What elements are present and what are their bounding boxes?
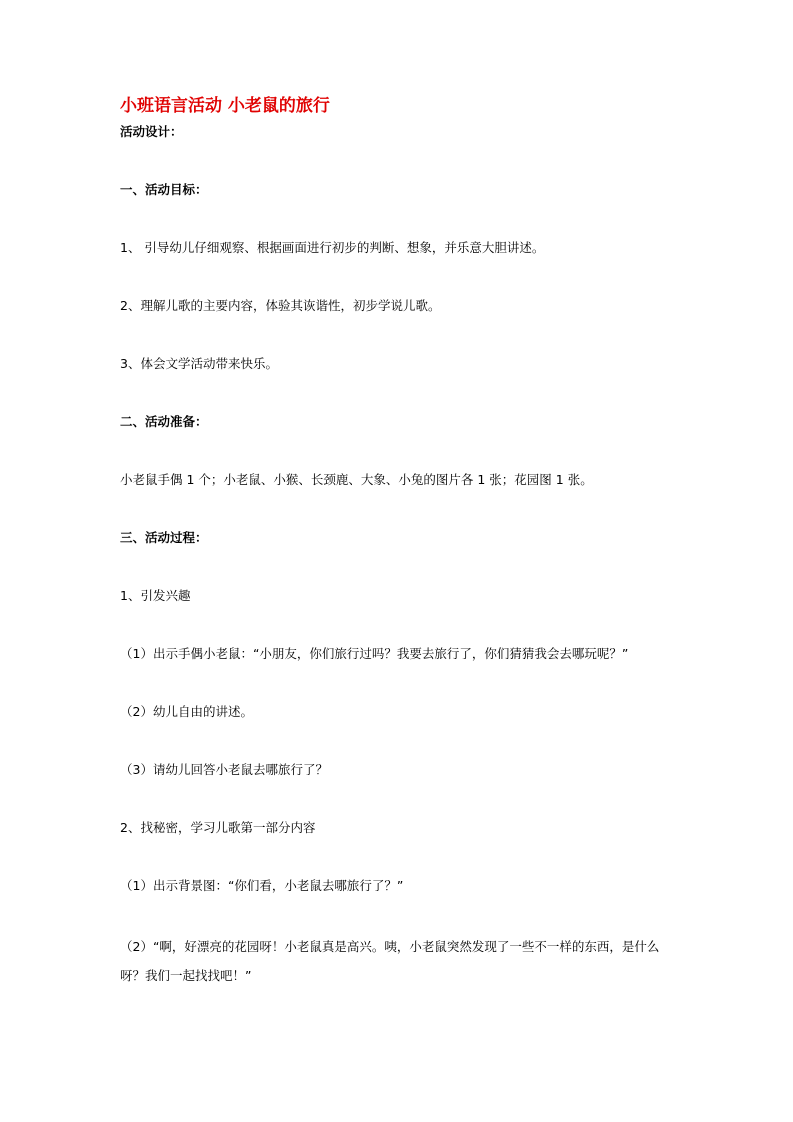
materials-text: 小老鼠手偶 1 个；小老鼠、小猴、长颈鹿、大象、小兔的图片各 1 张；花园图 1 张。 bbox=[120, 472, 593, 487]
step1-item-2: （2）幼儿自由的讲述。 bbox=[120, 704, 253, 719]
step1-heading: 1、引发兴趣 bbox=[120, 588, 191, 603]
design-label: 活动设计： bbox=[120, 124, 183, 139]
step1-item-1: （1）出示手偶小老鼠：“小朋友，你们旅行过吗？我要去旅行了，你们猜猜我会去哪玩呢？” bbox=[120, 646, 629, 661]
goal-item-3: 3、体会文学活动带来快乐。 bbox=[120, 356, 278, 371]
step2-item-2: （2）“啊，好漂亮的花园呀！小老鼠真是高兴。咦，小老鼠突然发现了一些不一样的东西，是什么呀？我们一起找找吧！” bbox=[120, 939, 660, 983]
step1-item-3: （3）请幼儿回答小老鼠去哪旅行了？ bbox=[120, 762, 328, 777]
section-process-heading: 三、活动过程： bbox=[120, 530, 208, 545]
step2-item-1: （1）出示背景图：“你们看，小老鼠去哪旅行了？” bbox=[120, 878, 404, 893]
goal-item-2: 2、理解儿歌的主要内容，体验其诙谐性，初步学说儿歌。 bbox=[120, 298, 441, 313]
goal-item-1: 1、 引导幼儿仔细观察、根据画面进行初步的判断、想象，并乐意大胆讲述。 bbox=[120, 240, 545, 255]
step2-heading: 2、找秘密，学习儿歌第一部分内容 bbox=[120, 820, 316, 835]
document-title: 小班语言活动 小老鼠的旅行 bbox=[120, 96, 330, 116]
section-goals-heading: 一、活动目标： bbox=[120, 182, 208, 197]
section-preparation-heading: 二、活动准备： bbox=[120, 414, 208, 429]
